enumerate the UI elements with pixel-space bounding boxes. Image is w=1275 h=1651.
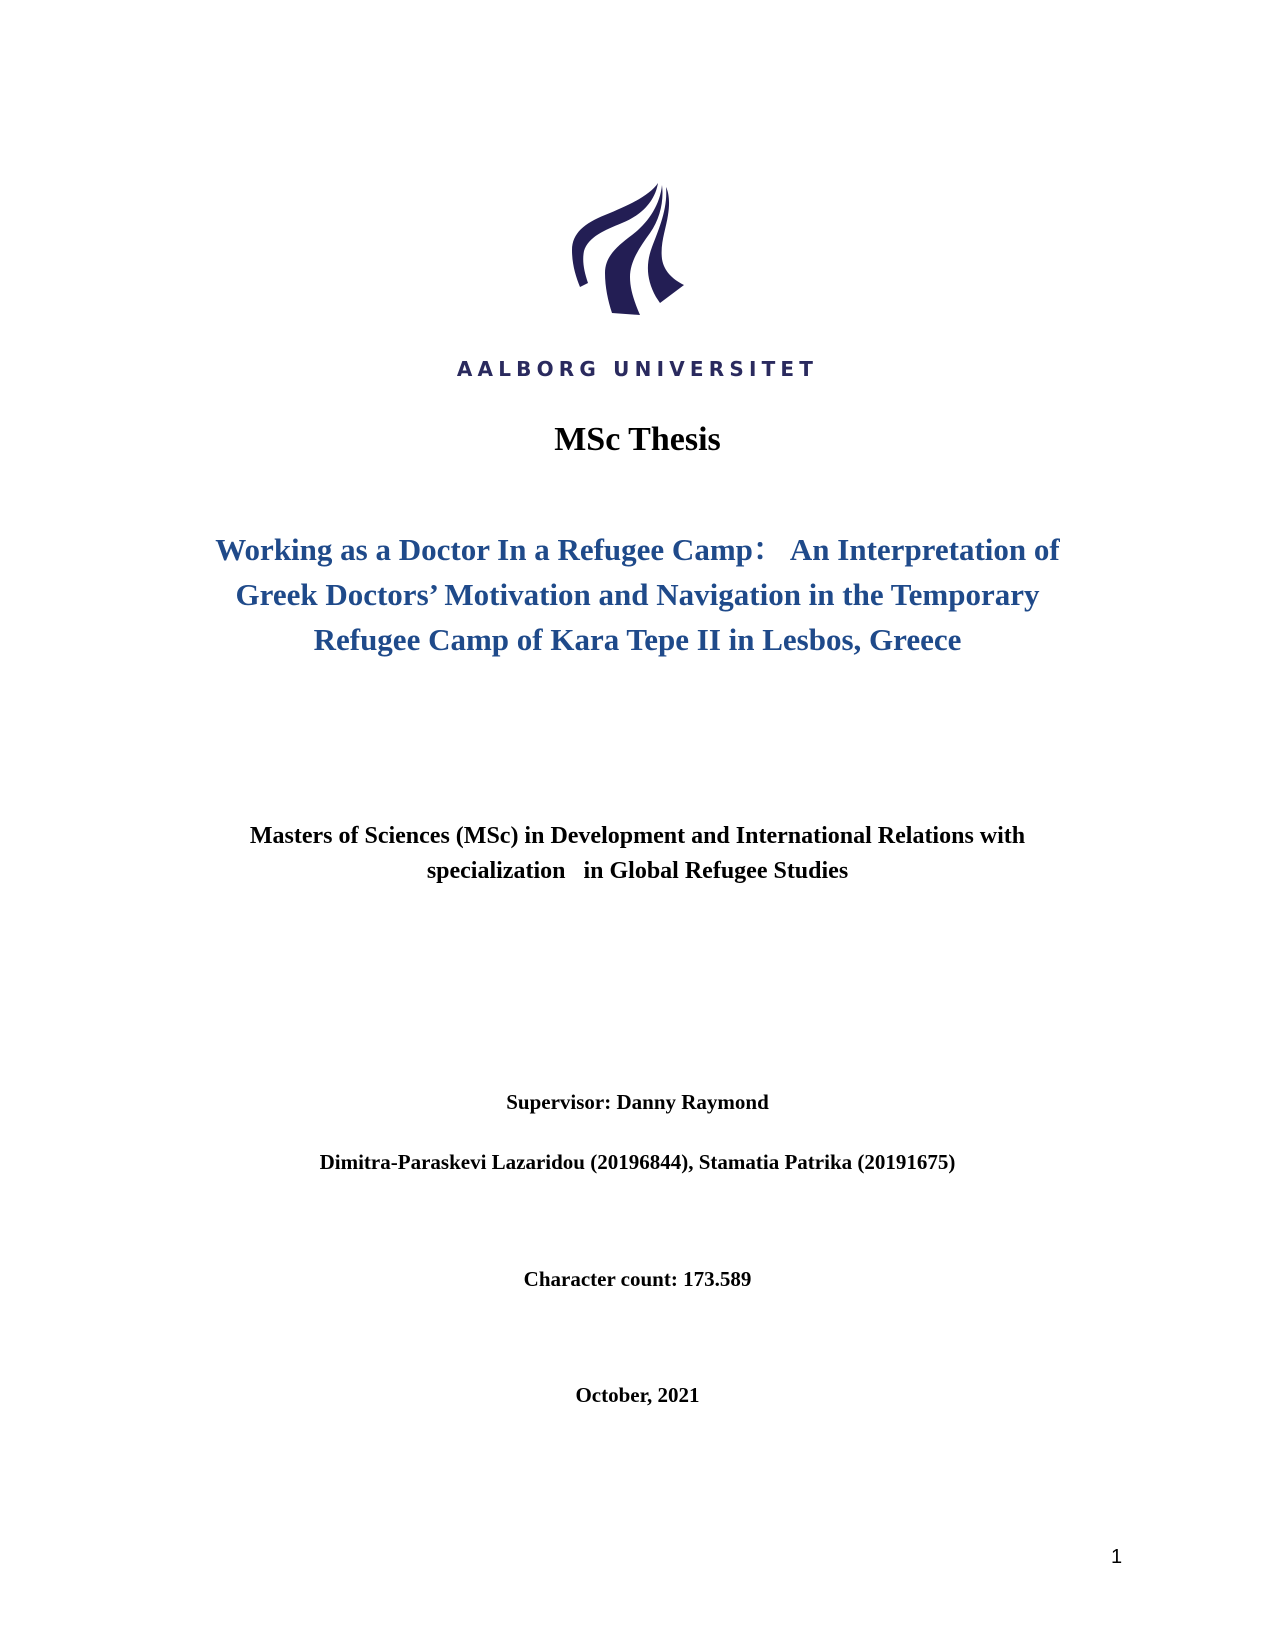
degree-program (0, 819, 1275, 889)
thesis-title (0, 527, 1275, 662)
university-wordmark: AALBORG UNIVERSITET (456, 357, 819, 381)
degree-line-1: Masters of Sciences (MSc) in Development and International Relations with (249, 823, 1026, 849)
supervisor: Supervisor: Danny Raymond (506, 1090, 769, 1114)
thesis-title-line-3: Refugee Camp of Kara Tepe II in Lesbos, Greece (313, 622, 962, 657)
authors: Dimitra-Paraskevi Lazaridou (20196844), Stamatia Patrika (20191675) (319, 1150, 956, 1174)
thesis-type-heading: MSc Thesis (554, 421, 721, 458)
thesis-title-line-1: Working as a Doctor In a Refugee Camp： An Interpretation of (215, 532, 1060, 567)
submission-date: October, 2021 (575, 1383, 700, 1407)
page-number: 1 (1111, 1546, 1123, 1568)
thesis-title-line-2: Greek Doctors’ Motivation and Navigation in the Temporary (235, 577, 1040, 612)
degree-line-2: specialization in Global Refugee Studies (426, 858, 849, 884)
aalborg-university-logo-icon (560, 175, 695, 320)
character-count: Character count: 173.589 (523, 1267, 752, 1291)
